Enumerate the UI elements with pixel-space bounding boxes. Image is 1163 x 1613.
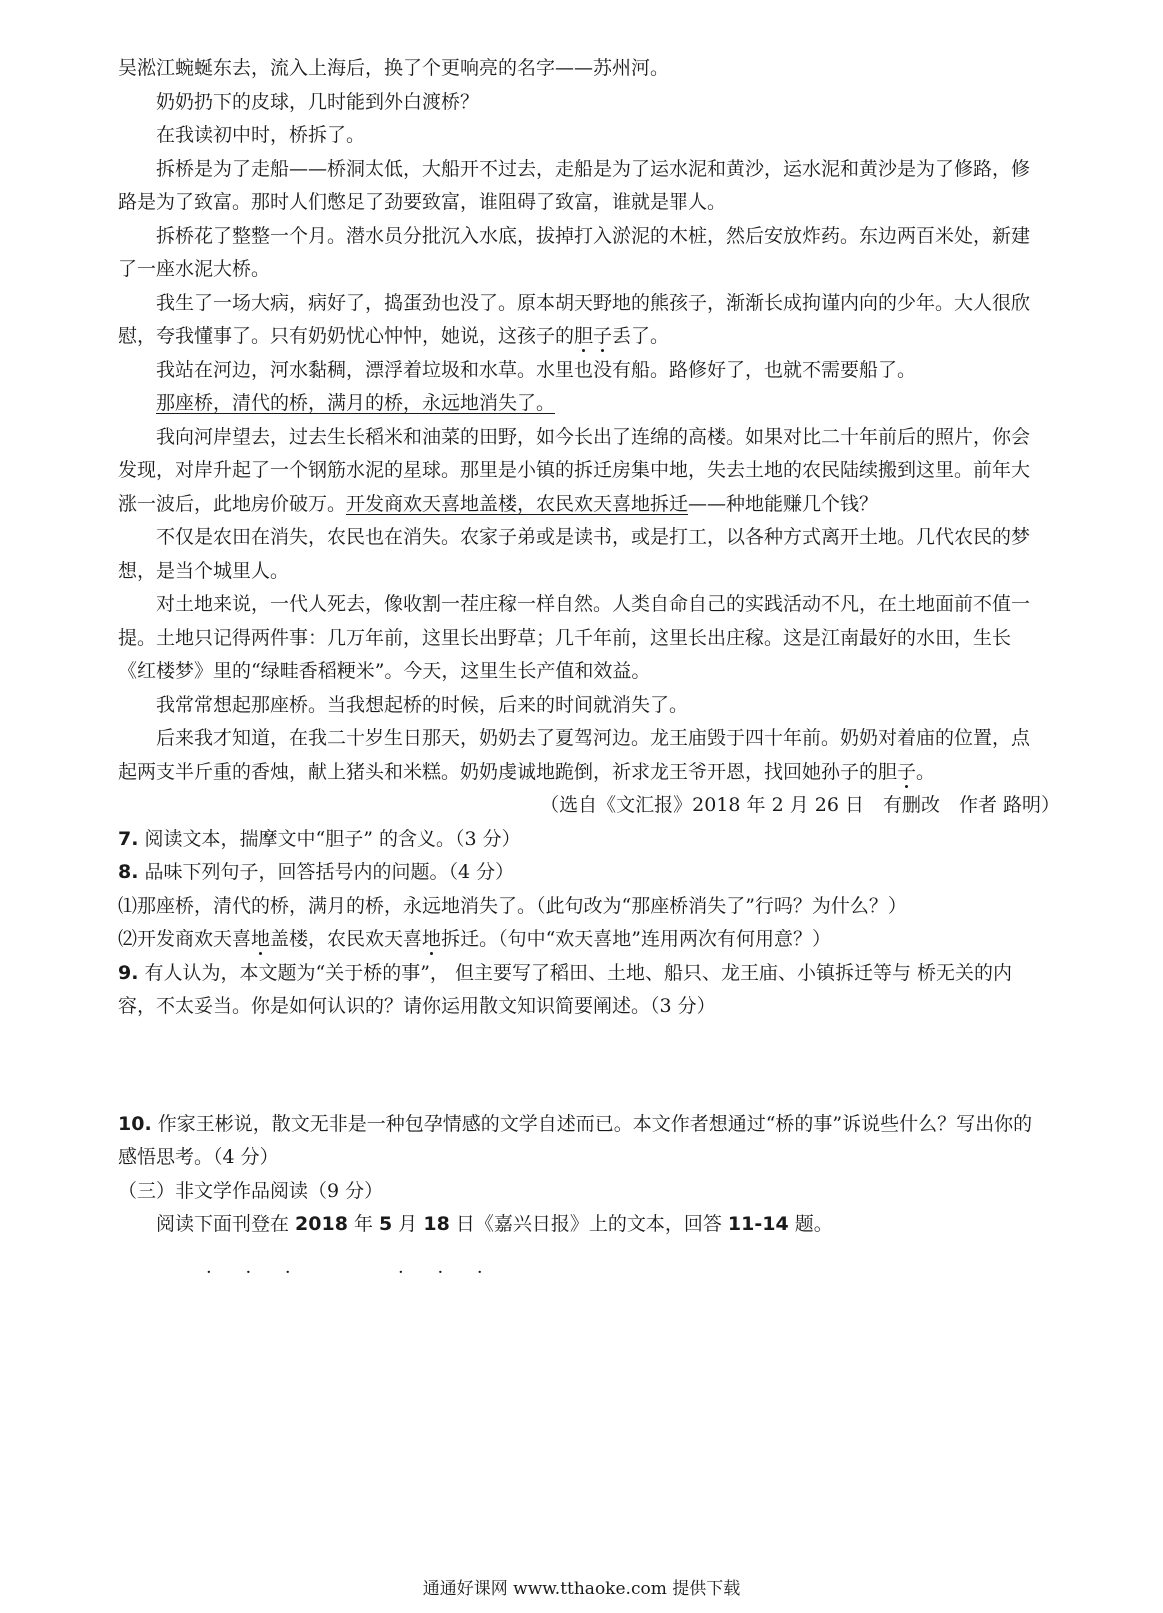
emphasis-char: 胆 <box>574 325 594 347</box>
question-7 <box>118 823 1048 857</box>
intro-text: 日《嘉兴日报》上的文本，回答 <box>449 1213 728 1235</box>
emphasis-char: 地 <box>251 928 271 950</box>
question-number: 9. <box>118 961 139 984</box>
paragraph: 我站在河边，河水黏稠，漂浮着垃圾和水草。水里也没有船。路修好了，也就不需要船了。 <box>156 358 917 381</box>
paragraph-text: ——种地能赚几个钱？ <box>688 492 879 515</box>
paragraph-text: 我向河岸望去，过去生长稻米和油菜的田野，如今长出了连绵的高楼。如果对比二十年前后的照片，你会发现，对岸升起了一个钢筋水泥的星球。那里是小镇的拆迁房集中地，失去土地的农民陆续搬到这里。前年大涨一波后，此地房价破万。 <box>118 425 1031 515</box>
paragraph: 拆桥是为了走船——桥洞太低，大船开不过去，走船是为了运水泥和黄沙，运水泥和黄沙是为了修路，修路是为了致富。那时人们憋足了劲要致富，谁阻碍了致富，谁就是罪人。 <box>118 157 1031 213</box>
intro-day: 18 <box>423 1213 450 1235</box>
emphasis-char: 地 <box>422 928 442 950</box>
dots-right: · · · <box>398 1261 497 1283</box>
paragraph <box>118 387 1048 421</box>
paragraph-text: 。 <box>916 760 936 783</box>
paragraph: 在我读初中时，桥拆了。 <box>156 124 366 146</box>
intro-text: 月 <box>392 1213 424 1235</box>
intro-range: 11-14 <box>727 1213 789 1235</box>
question-text: 品味下列句子，回答括号内的问题。（4 分） <box>138 861 515 883</box>
emphasis-dots-text <box>574 325 612 347</box>
dots-left: · · · <box>206 1261 305 1283</box>
question-number: 7. <box>118 827 139 850</box>
question-text: 阅读文本，揣摩文中“胆子” 的含义。（3 分） <box>138 827 521 850</box>
question-10 <box>118 1108 1048 1175</box>
page-footer: 通通好课网 www.tthaoke.com 提供下载 <box>422 1579 741 1599</box>
question-text: 有人认为，本文题为“关于桥的事”， 但主要写了稻田、土地、船只、龙王庙、小镇拆迁等与 桥无关的内容，不太妥当。你是如何认识的？请你运用散文知识简要阐述。（3 分） <box>118 961 1013 1017</box>
emphasis-char: 子 <box>593 325 613 347</box>
question-8 <box>118 856 1048 890</box>
intro-text: 阅读下面刊登在 <box>156 1213 296 1235</box>
emphasis-char: 子 <box>897 760 917 783</box>
question-text: 拆迁。（句中“欢天喜地”连用两次有何用意？） <box>441 928 831 950</box>
paragraph: 不仅是农田在消失，农民也在消失。农家子弟或是读书，或是打工，以各种方式离开土地。几代农民的梦想，是当个城里人。 <box>118 526 1031 582</box>
paragraph <box>118 722 1048 789</box>
intro-month: 5 <box>379 1213 393 1235</box>
placeholder-dots <box>118 1242 1048 1302</box>
paragraph: 奶奶扔下的皮球，几时能到外白渡桥？ <box>156 90 480 113</box>
source-citation: （选自《文汇报》2018 年 2 月 26 日 有删改 作者 路明） <box>540 794 1060 816</box>
question-text: ⑵开发商欢天喜 <box>118 928 252 950</box>
paragraph: 吴淞江蜿蜒东去，流入上海后，换了个更响亮的名字——苏州河。 <box>118 57 670 79</box>
question-number: 8. <box>118 861 139 883</box>
paragraph-text: 后来我才知道，在我二十岁生日那天，奶奶去了夏驾河边。龙王庙毁于四十年前。奶奶对着庙的位置，点起两支半斤重的香烛，献上猪头和米糕。奶奶虔诚地跪倒，祈求龙王爷开恩，找回她孙子的胆 <box>118 727 1031 783</box>
question-text: 作家王彬说，散文无非是一种包孕情感的文学自述而已。本文作者想通过“桥的事”诉说些什么？写出你的感悟思考。（4 分） <box>118 1112 1033 1168</box>
paragraph: 拆桥花了整整一个月。潜水员分批沉入水底，拔掉打入淤泥的木桩，然后安放炸药。东边两百米处，新建了一座水泥大桥。 <box>118 224 1031 280</box>
paragraph: 对土地来说，一代人死去，像收割一茬庄稼一样自然。人类自命自己的实践活动不凡，在土地面前不值一提。土地只记得两件事：几万年前，这里长出野草；几千年前，这里长出庄稼。这是江南最好的水田，生长《红楼梦》里的“绿畦香稻粳米”。今天，这里生长产值和效益。 <box>118 593 1031 682</box>
question-8-part-2 <box>118 923 1048 957</box>
document-page <box>118 52 1060 1302</box>
intro-year: 2018 <box>295 1213 348 1235</box>
paragraph-text: 我生了一场大病，病好了，捣蛋劲也没了。原本胡天野地的熊孩子，渐渐长成拘谨内向的少年。大人很欣慰，夸我懂事了。只有奶奶忧心忡忡，她说，这孩子的 <box>118 291 1031 347</box>
question-number: 10. <box>118 1112 152 1135</box>
question-8-part-1: ⑴那座桥，清代的桥，满月的桥，永远地消失了。（此句改为“那座桥消失了”行吗？为什么？） <box>118 894 907 917</box>
section-heading: （三）非文学作品阅读（9 分） <box>118 1179 384 1202</box>
question-text: 盖楼，农民欢天喜 <box>270 928 423 950</box>
answer-space <box>118 1024 1048 1108</box>
section-intro <box>118 1208 1048 1242</box>
underlined-sentence: 开发商欢天喜地盖楼，农民欢天喜地拆迁 <box>346 492 689 515</box>
intro-text: 年 <box>347 1213 380 1235</box>
paragraph <box>118 421 1048 522</box>
paragraph-text: 丢了。 <box>612 325 670 347</box>
paragraph: 我常常想起那座桥。当我想起桥的时候，后来的时间就消失了。 <box>156 693 689 716</box>
question-9 <box>118 957 1048 1024</box>
intro-text: 题。 <box>788 1213 833 1235</box>
paragraph <box>118 287 1048 354</box>
underlined-sentence: 那座桥，清代的桥，满月的桥，永远地消失了。 <box>156 392 556 414</box>
